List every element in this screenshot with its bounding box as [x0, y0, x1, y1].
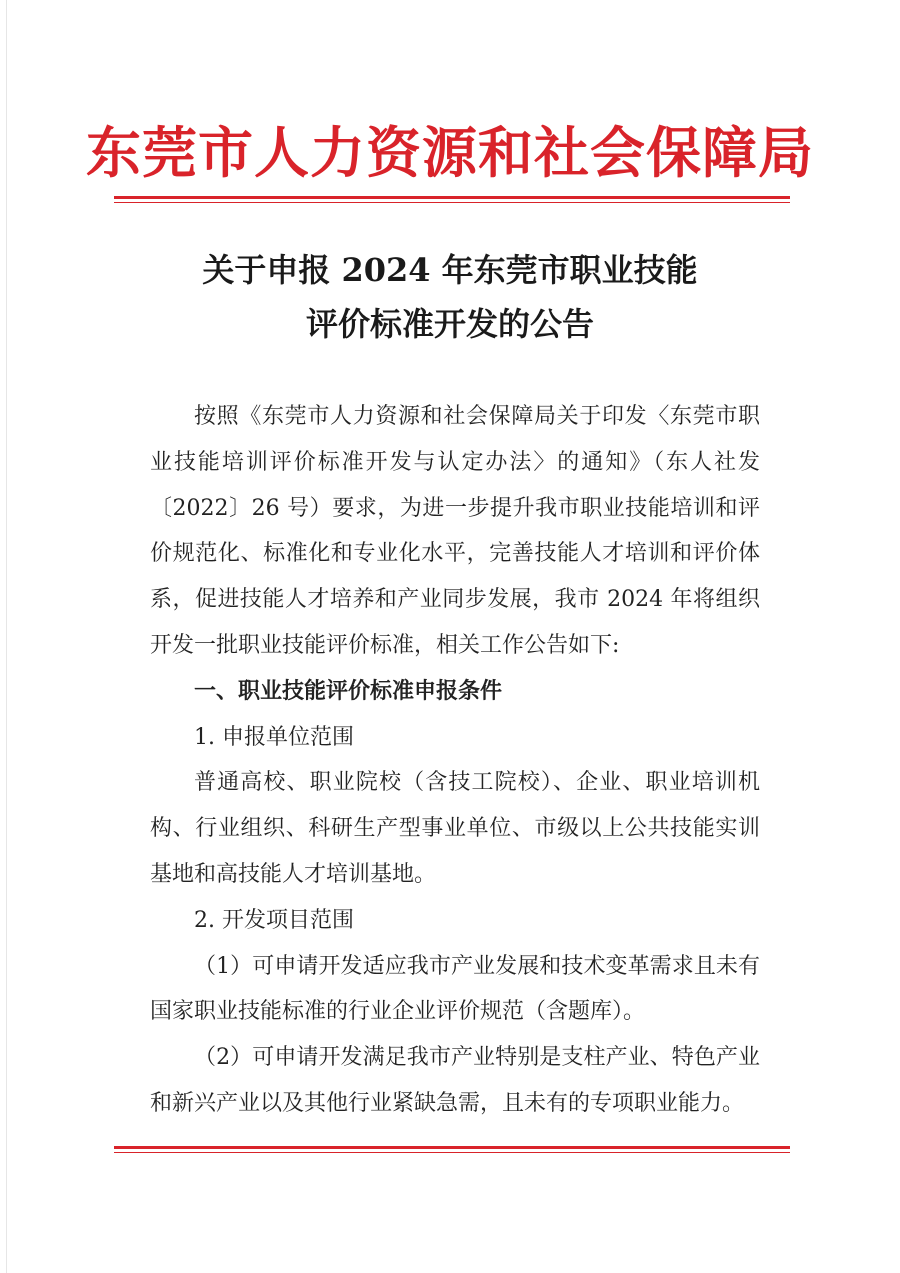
notice-title-line2: 评价标准开发的公告 — [305, 305, 594, 343]
item2-point1: （1）可申请开发适应我市产业发展和技术变革需求且未有国家职业技能标准的行业企业评价规范（含题库）。 — [150, 953, 760, 1025]
letterhead-rule-thin — [114, 202, 790, 203]
intro-paragraph: 按照《东莞市人力资源和社会保障局关于印发〈东莞市职业技能培训评价标准开发与认定办法〉的通知》（东人社发〔2022〕26 号）要求，为进一步提升我市职业技能培训和评价规范化、标准化和专业化水平，完善技能人才培训和评价体系，促进技能人才培养和产业同步发展，我市 2024 年将组织开发一批职业技能评价标准，相关工作公告如下: — [150, 404, 760, 658]
letterhead-issuer: 东莞市人力资源和社会保障局 — [85, 120, 814, 185]
footer-rule-thin — [114, 1152, 790, 1153]
notice-title-line1: 关于申报 2024 年东莞市职业技能 — [202, 251, 698, 289]
item1-paragraph: 普通高校、职业院校（含技工院校）、企业、职业培训机构、行业组织、科研生产型事业单位、市级以上公共技能实训基地和高技能人才培训基地。 — [150, 770, 760, 887]
item1-heading: 1. 申报单位范围 — [194, 724, 354, 750]
letterhead-rule-thick — [114, 196, 790, 199]
item2-point2: （2）可申请开发满足我市产业特别是支柱产业、特色产业和新兴产业以及其他行业紧缺急需，且未有的专项职业能力。 — [150, 1045, 760, 1116]
item2-heading: 2. 开发项目范围 — [194, 907, 354, 933]
section1-heading: 一、职业技能评价标准申报条件 — [194, 678, 503, 704]
notice-body — [150, 394, 760, 1127]
footer-rule-thick — [114, 1146, 790, 1149]
